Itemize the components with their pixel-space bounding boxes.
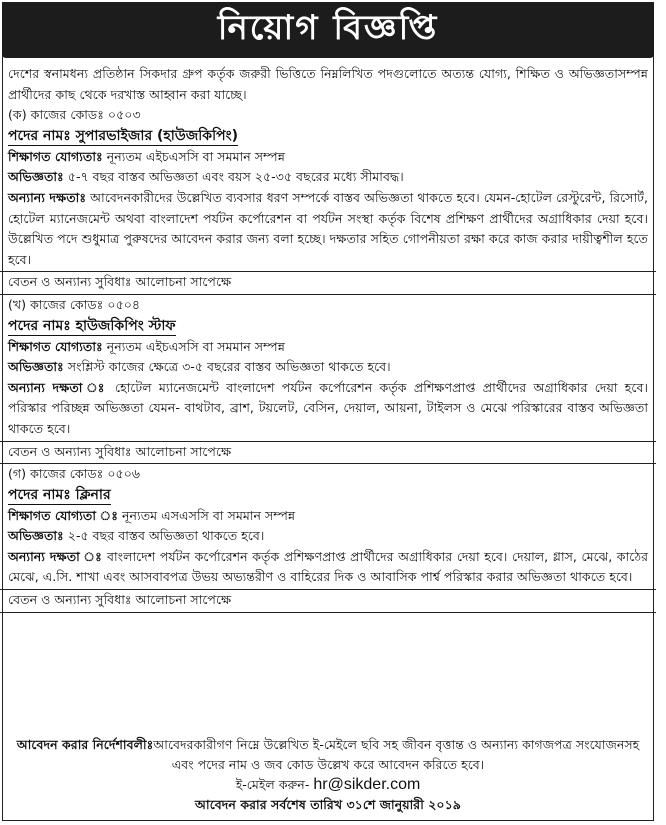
email-line xyxy=(8,775,648,795)
job-code: (গ) কাজের কোডঃ ০৫০৬ xyxy=(8,466,141,482)
skills-line xyxy=(8,188,648,270)
notice-body xyxy=(8,64,648,613)
experience-line xyxy=(8,526,648,547)
intro-text: দেশের স্বনামধন্য প্রতিষ্ঠান সিকদার গ্রুপ কর্তৃক জরুরী ভিত্তিতে নিম্নলিখিত পদগুলোতে অত্যন্ত যোগ্য, শিক্ষিত ও অভিজ্ঞতাসম্পন্ন প্রার্থীদের কাছ থেকে দরখাস্ত আহ্বান করা যাচ্ছে। xyxy=(8,66,648,102)
instructions-label: আবেদন করার নির্দেশাবলীঃ xyxy=(16,737,154,752)
skills-value: হোটেল ম্যানেজমেন্ট বাংলাদেশ পর্যটন কর্পোরেশন কর্তৃক প্রশিক্ষণপ্রাপ্ত প্রার্থীদের অগ্রাধিকার দেয়া হবে। পরিস্কার পরিচ্ছন্ন অভিজ্ঞতা যেমন- বাথটাব, ব্রাশ, টয়লেট, বেসিন, দেয়াল, আয়না, টাইলস ও মেঝে পরিস্কারের বাস্তব অভিজ্ঞতা থাকতে হবে। xyxy=(8,379,649,436)
job-title: পদের নামঃ হাউজকিপিং স্টাফ xyxy=(8,317,176,334)
experience-value: সংশ্লিস্ট কাজের ক্ষেত্রে ৩-৫ বছরের বাস্তব অভিজ্ঞতা থাকতে হবে। xyxy=(63,359,391,375)
email-label: ই-মেইল করুন- xyxy=(235,777,310,792)
job-section-3 xyxy=(8,464,648,613)
experience-label: অভিজ্ঞতাঃ xyxy=(8,528,64,544)
experience-label: অভিজ্ঞতাঃ xyxy=(8,359,64,375)
skills-label: অন্যান্য দক্ষতা ঃ xyxy=(8,548,103,564)
education-line xyxy=(8,506,648,527)
skills-value: আবেদনকারীদের উল্লেখিত ব্যবসার ধরণ সম্পর্কে বাস্তব অভিজ্ঞতা থাকতে হবে। যেমন-হোটেল রেস্টুরেন্ট, রিসোর্ট, হোটেল ম্যানেজমেন্ট অথবা বাংলাদেশ পর্যটন কর্পোরেশন বা পর্যটন সংস্থা কর্তৃক বিশেষ প্রশিক্ষণ প্রার্থীদের অগ্রাধিকার দেয়া হবে। উল্লেখিত পদে শুধুমাত্র পুরুষদের আবেদন করার জন্য বলা হচ্ছে। দক্ষতার সহিত গোপনীয়তা রক্ষা করে কাজ করার দায়ীত্বশীল হতে হবে। xyxy=(8,189,648,267)
education-value: নূন্যতম এইচএসসি বা সমমান সম্পন্ন xyxy=(102,338,285,354)
instructions-line xyxy=(8,735,648,775)
skills-value: বাংলাদেশ পর্যটন কর্পোরেশন কর্তৃক প্রশিক্ষণপ্রাপ্ত প্রার্থীদের অগ্রাধিকার দেয়া হবে। দেয়াল, গ্লাস, মেঝে, কাঠের মেঝে, এ.সি. শাখা এবং আসবাবপত্র উভয় অভ্যন্তরীণ ও বাহিরের দিক ও আবাসিক পার্শ্ব পরিস্কার করার অভিজ্ঞতা থাকতে হবে। xyxy=(8,548,648,585)
divider xyxy=(0,612,656,613)
experience-value: ৫-৭ বছর বাস্তব অভিজ্ঞতা এবং বয়স ২৫-৩৫ বছরের মধ্যে সীমাবদ্ধ। xyxy=(63,169,404,185)
notice-title: নিয়োগ বিজ্ঞপ্তি xyxy=(217,7,439,48)
skills-label: অন্যান্য দক্ষতা ঃ xyxy=(8,379,108,395)
education-line xyxy=(8,337,648,358)
skills-label: অন্যান্য দক্ষতাঃ xyxy=(8,189,87,205)
skills-line xyxy=(8,378,648,440)
experience-value: ২-৫ বছর বাস্তব অভিজ্ঞতা থাকতে হবে। xyxy=(63,528,265,544)
title-banner xyxy=(2,2,654,58)
job-section-1 xyxy=(8,105,648,295)
education-value: নূন্যতম এইচএসসি বা সমমান সম্পন্ন xyxy=(102,148,285,164)
email-address[interactable]: hr@sikder.com xyxy=(313,776,421,793)
instructions-text: আবেদরকারীগণ নিম্নে উল্লেখিত ই-মেইলে ছবি সহ জীবন বৃত্তান্ত ও অন্যান্য কাগজপত্র সংযোজনসহ এবং পদের নাম ও জব কোড উল্লেখ করে আবেদন করিতে হবে। xyxy=(153,737,640,772)
job-title: পদের নামঃ ক্লিনার xyxy=(8,486,111,503)
education-label: শিক্ষাগত যোগ্যতা ঃ xyxy=(8,507,119,523)
deadline-line: আবেদন করার সর্বশেষ তারিখ ৩১শে জানুয়ারী ২০১৯ xyxy=(195,797,461,812)
job-code: (খ) কাজের কোডঃ ০৫০৪ xyxy=(8,296,141,312)
application-footer xyxy=(8,735,648,815)
experience-line xyxy=(8,167,648,188)
salary-line: বেতন ও অন্যান্য সুবিধাঃ আলোচনা সাপেক্ষে xyxy=(8,274,232,290)
education-label: শিক্ষাগত যোগ্যতাঃ xyxy=(8,148,103,164)
education-label: শিক্ষাগত যোগ্যতাঃ xyxy=(8,338,103,354)
job-title: পদের নামঃ সুপারভাইজার (হাউজকিপিং) xyxy=(8,127,239,144)
job-code: (ক) কাজের কোডঃ ০৫০৩ xyxy=(8,107,141,123)
job-section-2 xyxy=(8,295,648,464)
experience-label: অভিজ্ঞতাঃ xyxy=(8,169,64,185)
salary-line: বেতন ও অন্যান্য সুবিধাঃ আলোচনা সাপেক্ষে xyxy=(8,592,232,608)
skills-line xyxy=(8,547,648,588)
experience-line xyxy=(8,357,648,378)
education-line xyxy=(8,147,648,168)
education-value: নূন্যতম এসএসসি বা সমমান সম্পন্ন xyxy=(118,507,296,523)
salary-line: বেতন ও অন্যান্য সুবিধাঃ আলোচনা সাপেক্ষে xyxy=(8,443,232,459)
